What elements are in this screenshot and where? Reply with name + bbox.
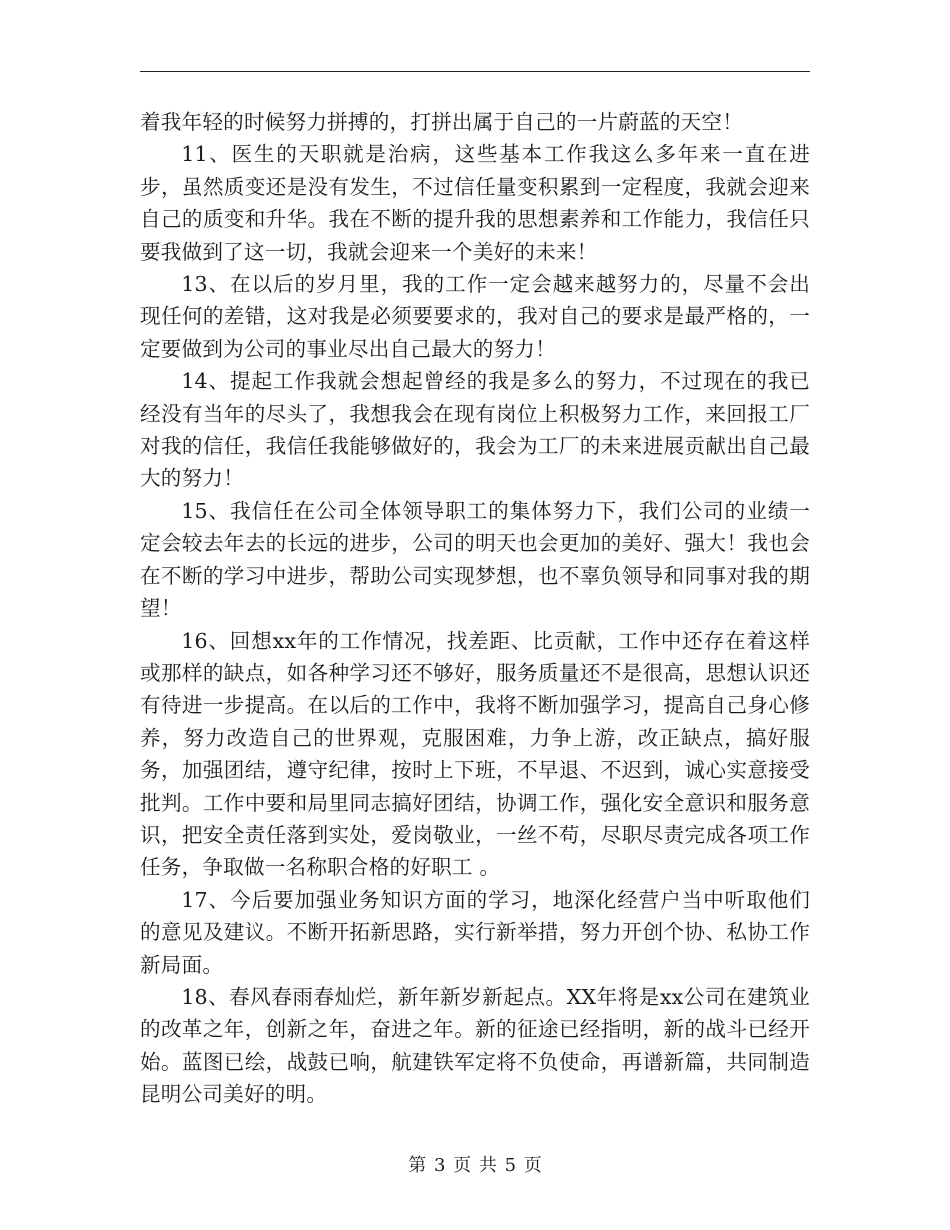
paragraph-item-14: 14、提起工作我就会想起曾经的我是多么的努力，不过现在的我已经没有当年的尽头了，我想我会在现有岗位上积极努力工作，来回报工厂对我的信任，我信任我能够做好的，我会为工厂的未来进展贡献出自己最大的努力！ (140, 369, 810, 491)
paragraph-item-18: 18、春风春雨春灿烂，新年新岁新起点。XX年将是xx公司在建筑业的改革之年，创新之年，奋进之年。新的征途已经指明，新的战斗已经开始。蓝图已绘，战鼓已响，航建铁军定将不负使命，再谱新篇，共同制造昆明公司美好的明。 (140, 984, 810, 1107)
header-divider (140, 71, 810, 72)
paragraph-item-17: 17、今后要加强业务知识方面的学习，地深化经营户当中听取他们的意见及建议。不断开拓新思路，实行新举措，努力开创个协、私协工作新局面。 (140, 887, 810, 977)
paragraph-continuation: 着我年轻的时候努力拼搏的，打拼出属于自己的一片蔚蓝的天空！ (140, 110, 744, 134)
paragraph-item-11: 11、医生的天职就是治病，这些基本工作我这么多年来一直在进步，虽然质变还是没有发生，不过信任量变积累到一定程度，我就会迎来自己的质变和升华。我在不断的提升我的思想素养和工作能力，我信任只要我做到了这一切，我就会迎来一个美好的未来！ (140, 142, 810, 264)
paragraph-item-16: 16、回想xx年的工作情况，找差距、比贡献，工作中还存在着这样或那样的缺点，如各种学习还不够好，服务质量还不是很高，思想认识还有待进一步提高。在以后的工作中，我将不断加强学习，提高自己身心修养，努力改造自己的世界观，克服困难，力争上游，改正缺点，搞好服务，加强团结，遵守纪律，按时上下班，不早退、不迟到，诚心实意接受批判。工作中要和局里同志搞好团结，协调工作，强化安全意识和服务意识，把安全责任落到实处，爱岗敬业，一丝不苟，尽职尽责完成各项工作任务，争取做一名称职合格的好职工 。 (140, 628, 810, 880)
document-body (140, 106, 810, 1111)
paragraph-item-15: 15、我信任在公司全体领导职工的集体努力下，我们公司的业绩一定会较去年去的长远的进步，公司的明天也会更加的美好、强大！我也会在不断的学习中进步，帮助公司实现梦想，也不辜负领导和同事对我的期望！ (140, 498, 810, 621)
page-number-footer: 第 3 页 共 5 页 (408, 1155, 542, 1176)
paragraph-item-13: 13、在以后的岁月里，我的工作一定会越来越努力的，尽量不会出现任何的差错，这对我是必须要要求的，我对自己的要求是最严格的，一定要做到为公司的事业尽出自己最大的努力！ (140, 272, 810, 361)
